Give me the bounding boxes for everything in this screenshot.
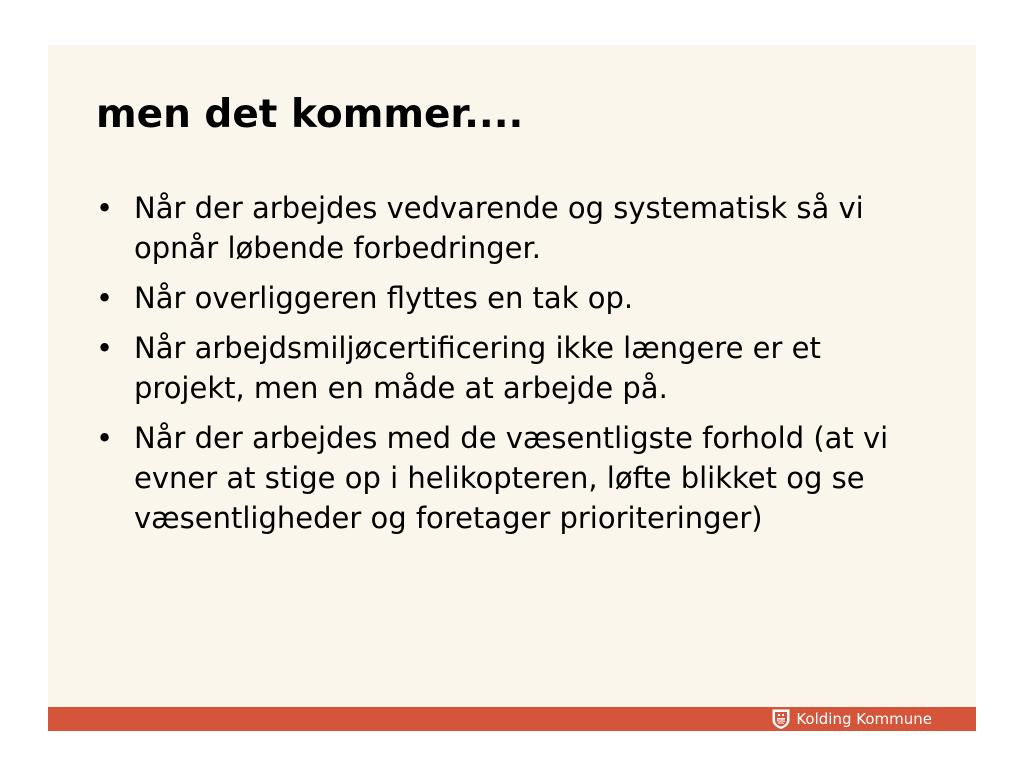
bullet-point-icon: • [96, 281, 114, 315]
bullet-text: Når der arbejdes vedvarende og systematisk så vi opnår løbende forbedringer. [134, 191, 864, 265]
brand-logo [772, 707, 932, 731]
bullet-text: Når der arbejdes med de væsentligste forhold (at vi evner at stige op i helikopteren, løfte blikket og se væsentligheder og foretager prioriteringer) [134, 421, 889, 535]
bullet-point-icon: • [96, 191, 114, 225]
bullet-item [96, 418, 926, 538]
footer-bar [48, 707, 976, 731]
slide-title: men det kommer.... [96, 92, 524, 137]
bullet-text: Når overliggeren flyttes en tak op. [134, 281, 634, 315]
coat-of-arms-icon [772, 709, 790, 729]
bullet-item [96, 328, 926, 408]
brand-name: Kolding Kommune [796, 710, 932, 728]
bullet-point-icon: • [96, 421, 114, 455]
bullet-item [96, 278, 926, 318]
bullet-list [96, 188, 926, 548]
bullet-item [96, 188, 926, 268]
slide [48, 45, 976, 708]
bullet-point-icon: • [96, 331, 114, 365]
bullet-text: Når arbejdsmiljøcertificering ikke længere er et projekt, men en måde at arbejde på. [134, 331, 821, 405]
